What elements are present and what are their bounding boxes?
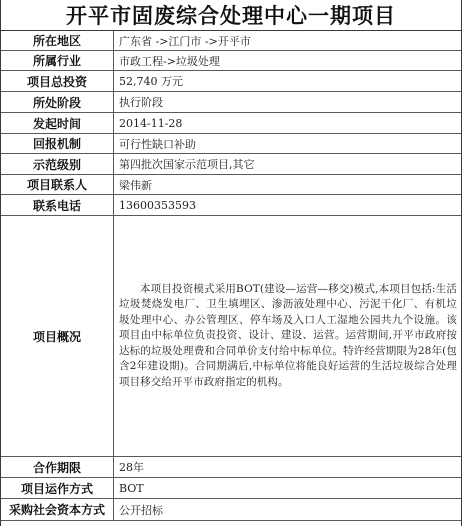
overview-text: 本项目投资模式采用BOT(建设—运营—移交)模式,本项目包括:生活垃圾焚烧发电厂、卫生填埋区、渗沥液处理中心、污泥干化厂、有机垃圾处理中心、办公管理区、停车场及入口人工湿地公园共九个设施。该项目由中标单位负责投资、设计、建设、运营。运营期间,开平市政府按达标的垃圾处理费和合同单价支付给中标单位。特许经营期限为28年(包含2年建设期)。合同期满后,中标单位将能良好运营的生活垃圾综合处理项目移交给开平市政府指定的机构。: [119, 282, 457, 388]
row-value: 广东省 ->江门市 ->开平市: [119, 34, 251, 48]
overview-cell: [114, 216, 461, 456]
row-value: 市政工程->垃圾处理: [119, 54, 220, 68]
table-row-start-date: [1, 113, 461, 134]
table-row-industry: [1, 51, 461, 71]
row-label: 项目概况: [1, 216, 114, 456]
row-value: 第四批次国家示范项目,其它: [119, 158, 255, 171]
row-label: 项目总投资: [1, 71, 114, 91]
row-label: 联系电话: [1, 195, 114, 215]
row-value: 可行性缺口补助: [119, 137, 196, 151]
table-row-region: [1, 31, 461, 51]
table-row-term: [1, 457, 461, 478]
table-row-procurement: [1, 499, 461, 521]
table-row-operation-mode: [1, 478, 461, 499]
row-value: 执行阶段: [119, 96, 163, 109]
row-label: 示范级别: [1, 154, 114, 174]
table-row-overview: [1, 216, 461, 457]
row-label: 采购社会资本方式: [1, 499, 114, 520]
row-label: 合作期限: [1, 457, 114, 477]
row-label: 所在地区: [1, 31, 114, 50]
row-label: 发起时间: [1, 113, 114, 133]
table-row-stage: [1, 92, 461, 113]
table-row-investment: [1, 71, 461, 92]
table-row-demo-level: [1, 154, 461, 175]
page-title: 开平市固废综合处理中心一期项目: [1, 0, 461, 31]
row-label: 回报机制: [1, 134, 114, 153]
row-value: 公开招标: [119, 503, 163, 517]
row-value: 13600353593: [119, 198, 196, 212]
row-value: 梁伟新: [119, 178, 152, 192]
row-label: 所属行业: [1, 51, 114, 70]
row-value: BOT: [119, 481, 144, 495]
row-value: 2014-11-28: [119, 116, 183, 130]
row-label: 项目联系人: [1, 175, 114, 194]
row-value: 52,740 万元: [119, 75, 183, 88]
table-row-phone: [1, 195, 461, 216]
table-row-return-mechanism: [1, 134, 461, 154]
table-row-contact: [1, 175, 461, 195]
info-table: [1, 31, 461, 521]
row-label: 所处阶段: [1, 92, 114, 112]
row-label: 项目运作方式: [1, 478, 114, 498]
row-value: 28年: [119, 461, 144, 474]
